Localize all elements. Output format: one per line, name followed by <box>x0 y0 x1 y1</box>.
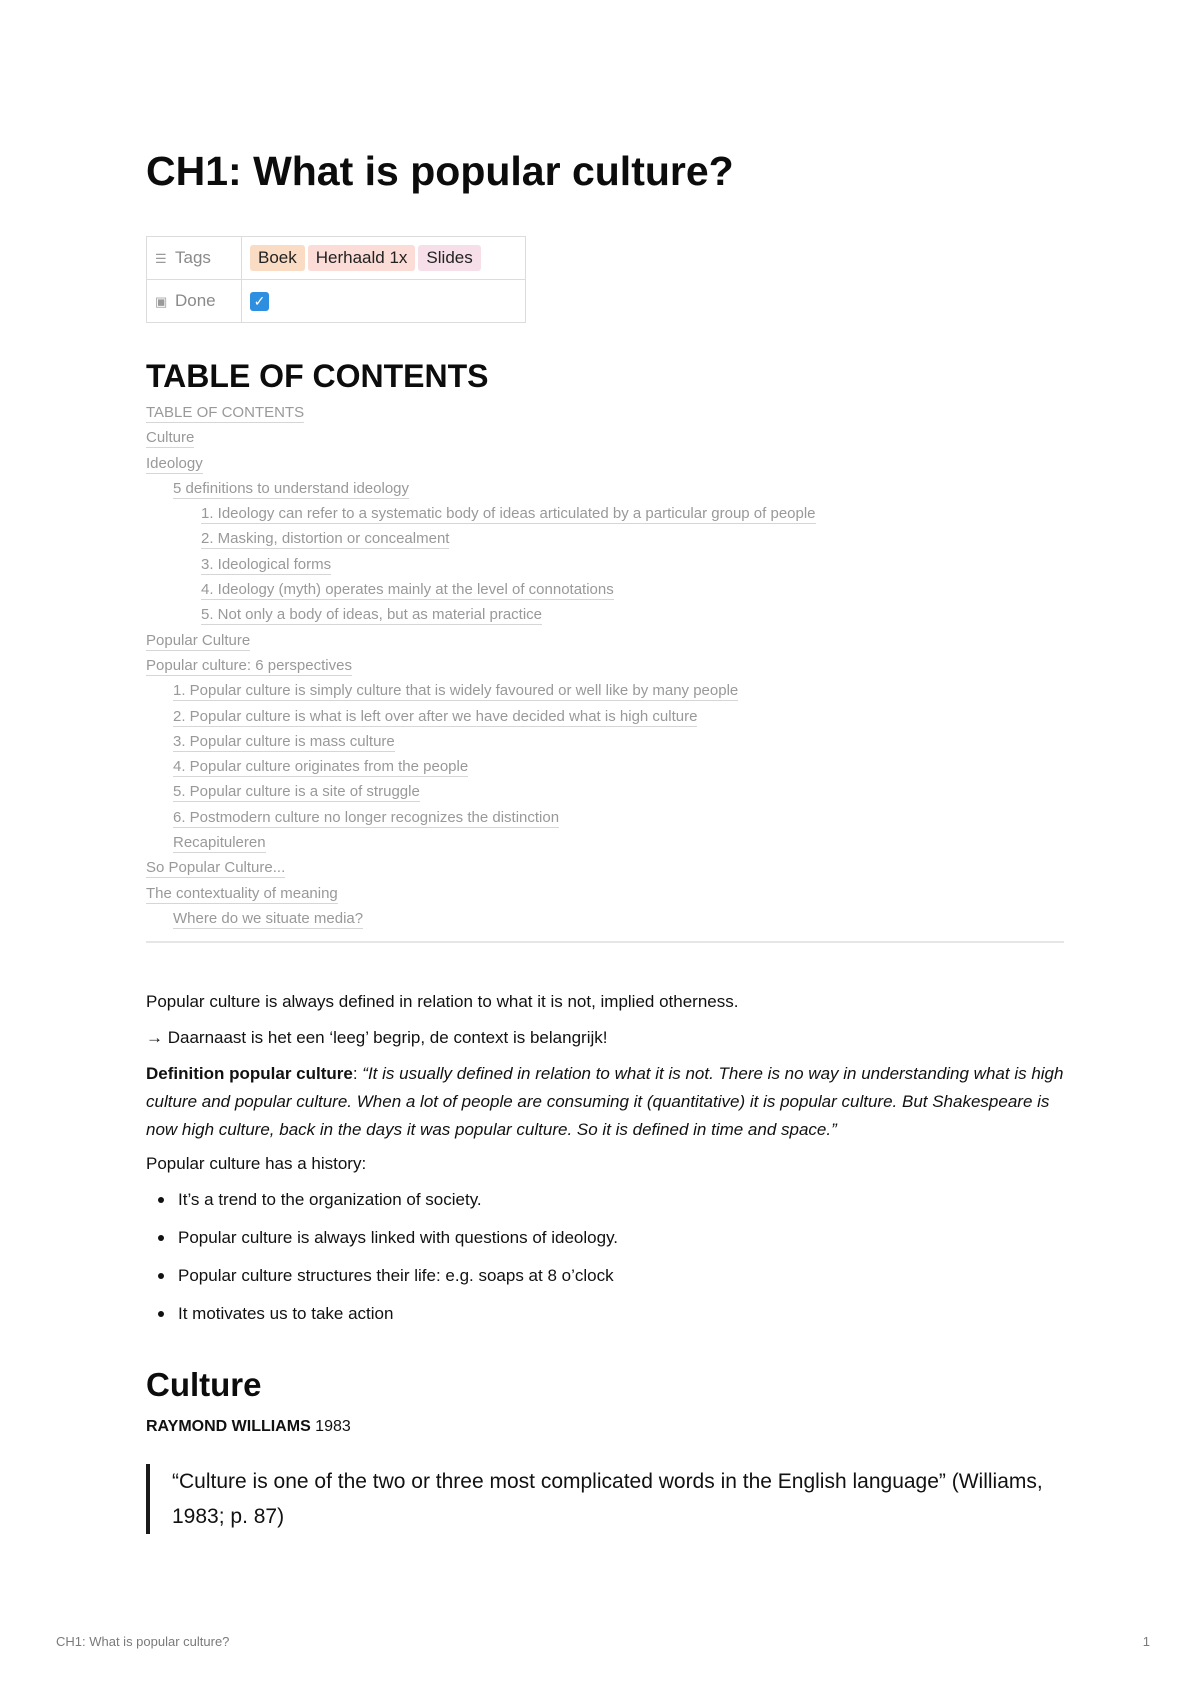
tag-pill: Herhaald 1x <box>308 245 416 271</box>
page-number: 1 <box>1142 1634 1150 1649</box>
list-item-text: Popular culture is always linked with questions of ideology. <box>178 1228 619 1247</box>
toc-item[interactable] <box>146 628 1064 653</box>
tags-label: Tags <box>175 248 211 267</box>
toc-item[interactable] <box>146 577 1064 602</box>
toc-item[interactable] <box>146 552 1064 577</box>
toc-item[interactable] <box>146 425 1064 450</box>
toc-link[interactable]: 1. Popular culture is simply culture that is widely favoured or well like by many people <box>173 682 739 700</box>
divider <box>146 941 1064 943</box>
bullet-icon <box>158 1273 164 1279</box>
toc-item[interactable] <box>146 906 1064 931</box>
toc-link[interactable]: 3. Ideological forms <box>201 555 332 573</box>
toc-item[interactable] <box>146 729 1064 754</box>
toc-link[interactable]: 3. Popular culture is mass culture <box>173 732 395 750</box>
definition-label: Definition popular culture <box>146 1064 353 1083</box>
tags-value <box>242 237 526 280</box>
toc-item[interactable] <box>146 451 1064 476</box>
checkbox-property-icon: ▣ <box>155 294 168 309</box>
list-item <box>146 1262 1064 1300</box>
toc-link[interactable]: 2. Popular culture is what is left over after we have decided what is high culture <box>173 707 698 725</box>
toc-item[interactable] <box>146 678 1064 703</box>
done-key <box>147 280 242 323</box>
toc-item[interactable] <box>146 476 1064 501</box>
toc-link[interactable]: Where do we situate media? <box>173 909 364 927</box>
attribution <box>146 1418 351 1436</box>
toc-link[interactable]: 2. Masking, distortion or concealment <box>201 530 450 548</box>
toc-item[interactable] <box>146 704 1064 729</box>
toc-link[interactable]: 1. Ideology can refer to a systematic body of ideas articulated by a particular group of people <box>201 505 816 523</box>
bullet-icon <box>158 1311 164 1317</box>
definition-separator: : <box>352 1064 363 1083</box>
list-item <box>146 1224 1064 1262</box>
toc-link[interactable]: Popular Culture <box>146 631 251 649</box>
toc-heading: TABLE OF CONTENTS <box>146 358 489 394</box>
toc-link[interactable]: The contextuality of meaning <box>146 884 338 902</box>
toc-link[interactable]: 4. Popular culture originates from the people <box>173 758 469 776</box>
list-item <box>146 1300 1064 1338</box>
properties-table <box>146 236 526 323</box>
toc-link[interactable]: Popular culture: 6 perspectives <box>146 656 352 674</box>
toc-item[interactable] <box>146 855 1064 880</box>
toc-item[interactable] <box>146 754 1064 779</box>
history-intro: Popular culture has a history: <box>146 1154 367 1173</box>
toc-item[interactable] <box>146 805 1064 830</box>
tags-key <box>147 237 242 280</box>
toc-link[interactable]: 6. Postmodern culture no longer recognizes the distinction <box>173 808 560 826</box>
author-name: RAYMOND WILLIAMS <box>146 1418 311 1435</box>
toc-link[interactable]: Culture <box>146 429 195 447</box>
done-label: Done <box>175 291 216 310</box>
toc-link[interactable]: 5. Popular culture is a site of struggle <box>173 783 420 801</box>
page-title: CH1: What is popular culture? <box>146 148 734 194</box>
toc-item[interactable] <box>146 526 1064 551</box>
toc-link[interactable]: Recapituleren <box>173 834 266 852</box>
context-paragraph: → Daarnaast is het een ‘leeg’ begrip, de context is belangrijk! <box>146 1028 608 1047</box>
culture-quote: “Culture is one of the two or three most complicated words in the English language” (Williams, 1983; p. 87) <box>146 1464 1052 1534</box>
history-list <box>146 1186 1064 1338</box>
toc-item[interactable] <box>146 400 1064 425</box>
toc-item[interactable] <box>146 501 1064 526</box>
culture-heading: Culture <box>146 1366 262 1403</box>
toc-link[interactable]: Ideology <box>146 454 203 472</box>
done-checkbox-icon[interactable]: ✓ <box>250 292 269 311</box>
tags-row <box>147 237 526 280</box>
toc-item[interactable] <box>146 602 1064 627</box>
toc-link[interactable]: 5 definitions to understand ideology <box>173 479 410 497</box>
toc-item[interactable] <box>146 830 1064 855</box>
toc-item[interactable] <box>146 881 1064 906</box>
toc-link[interactable]: 5. Not only a body of ideas, but as material practice <box>201 606 543 624</box>
toc-item[interactable] <box>146 779 1064 804</box>
definition-paragraph <box>146 1060 1064 1144</box>
list-item-text: It motivates us to take action <box>178 1304 394 1323</box>
tag-pill: Slides <box>418 245 480 271</box>
done-value <box>242 280 526 323</box>
definition-text: “It is usually defined in relation to what it is not. There is no way in understanding what is high culture and popular culture. When a lot of people are consuming it (quantitative) it is popular culture. But Shakespeare is now high culture, back in the days it was popular culture. So it is defined in time and space.” <box>146 1064 1064 1139</box>
list-icon: ☰ <box>155 251 167 266</box>
toc-link[interactable]: So Popular Culture... <box>146 859 286 877</box>
bullet-icon <box>158 1235 164 1241</box>
author-year: 1983 <box>310 1418 351 1435</box>
intro-paragraph: Popular culture is always defined in relation to what it is not, implied otherness. <box>146 992 739 1011</box>
toc-item[interactable] <box>146 653 1064 678</box>
list-item-text: Popular culture structures their life: e.g. soaps at 8 o’clock <box>178 1266 614 1285</box>
footer-title: CH1: What is popular culture? <box>56 1634 230 1649</box>
bullet-icon <box>158 1197 164 1203</box>
list-item-text: It’s a trend to the organization of society. <box>178 1190 482 1209</box>
list-item <box>146 1186 1064 1224</box>
done-row <box>147 280 526 323</box>
toc-link[interactable]: TABLE OF CONTENTS <box>146 404 305 421</box>
table-of-contents <box>146 400 1064 931</box>
toc-link[interactable]: 4. Ideology (myth) operates mainly at the level of connotations <box>201 581 614 599</box>
tag-pill: Boek <box>250 245 305 271</box>
